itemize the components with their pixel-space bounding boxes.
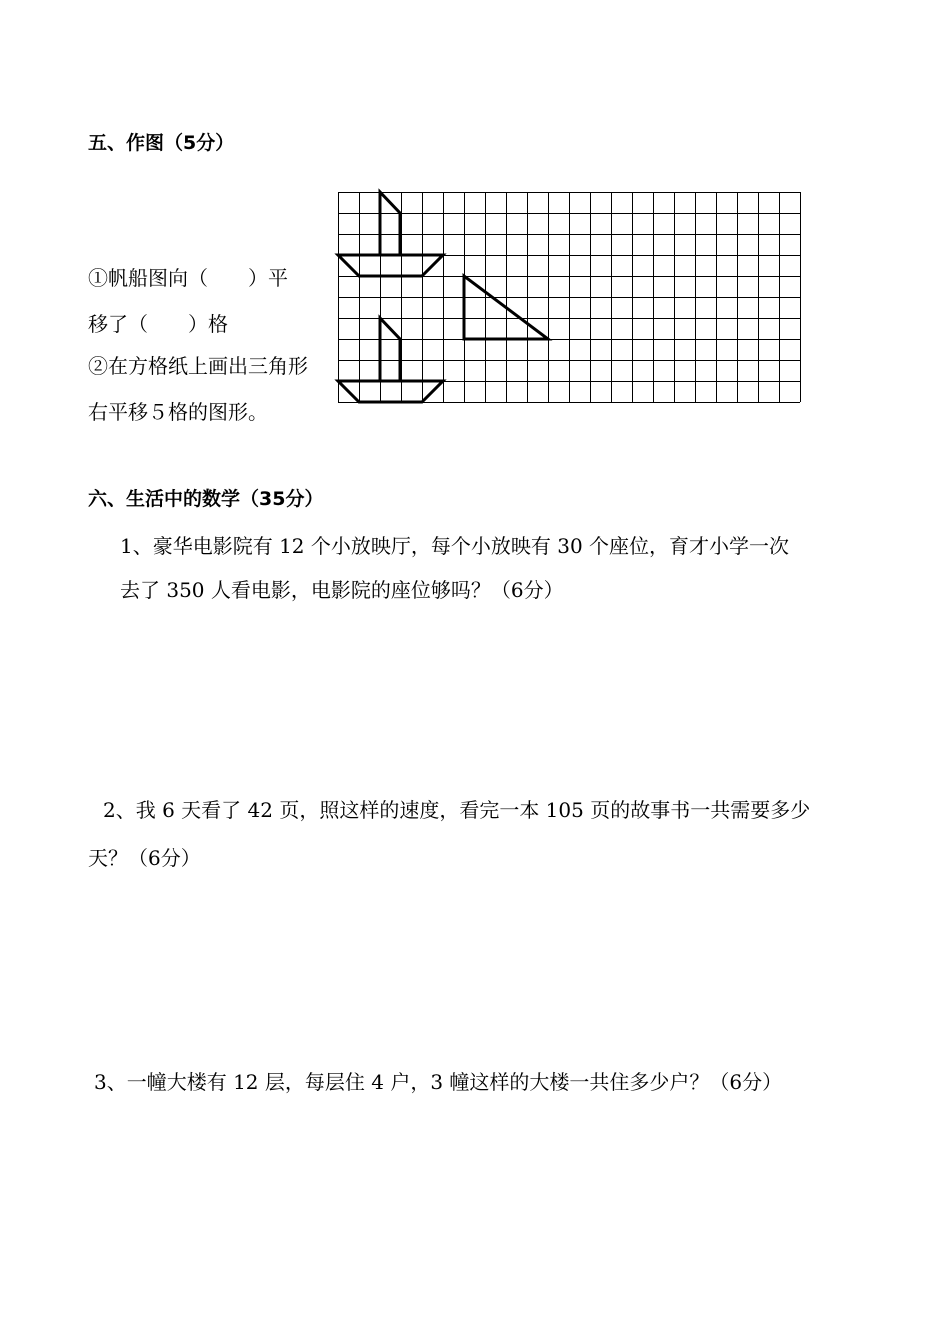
section5-title: 五、作图（5分） (88, 132, 235, 154)
grid-paper (338, 192, 801, 403)
sailboat-moved-hull (338, 381, 443, 402)
sailboat-moved-sail (380, 318, 400, 381)
section5-q1-line1: ①帆船图向（ ）平 (88, 266, 288, 290)
section5-q1-line2: 移了（ ）格 (88, 312, 228, 336)
section6-title: 六、生活中的数学（35分） (88, 488, 324, 510)
sailboat-original-sail (380, 192, 400, 255)
section6-q2-line1: 2、我 6 天看了 42 页，照这样的速度，看完一本 105 页的故事书一共需要多少 (103, 798, 811, 822)
section6-q1-line1: 1、豪华电影院有 12 个小放映厅，每个小放映有 30 个座位，育才小学一次 (120, 534, 790, 558)
section6-q1-line2: 去了 350 人看电影，电影院的座位够吗？（6分） (120, 578, 564, 602)
sailboat-original-hull (338, 255, 443, 276)
section6-q3-line1: 3、一幢大楼有 12 层，每层住 4 户，3 幢这样的大楼一共住多少户？（6分） (94, 1070, 783, 1094)
section5-q2-line2: 右平移５格的图形。 (88, 400, 268, 424)
section5-q2-line1: ②在方格纸上画出三角形 (88, 354, 308, 378)
section6-q2-line2: 天？（6分） (88, 846, 201, 870)
